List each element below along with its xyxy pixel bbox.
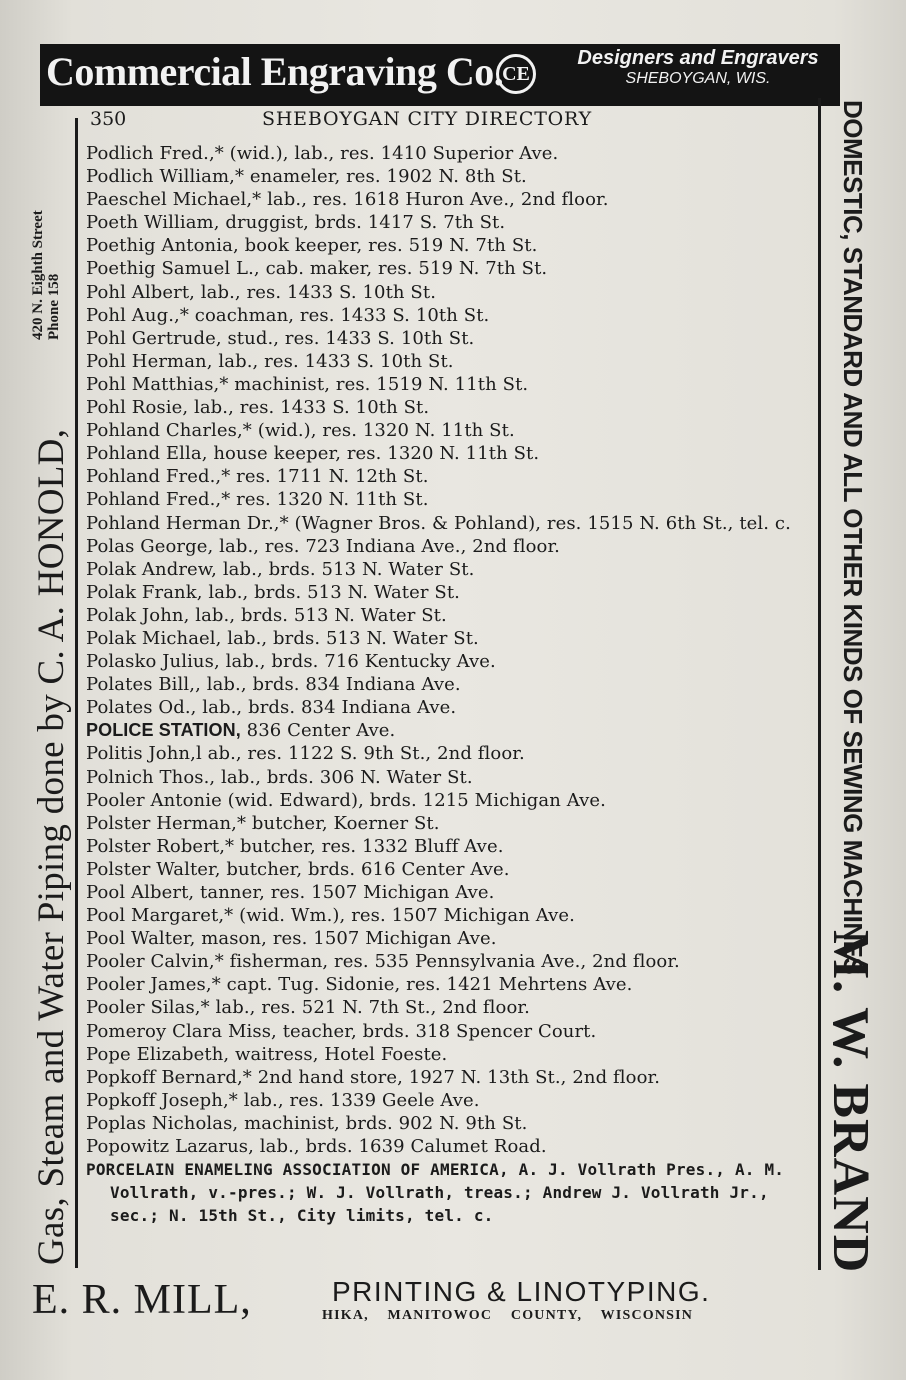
banner-tagline: Designers and Engravers (577, 47, 819, 69)
directory-entry: Poeth William, druggist, brds. 1417 S. 7th St. (86, 212, 506, 234)
sewing-machines-ad: DOMESTIC, STANDARD AND ALL OTHER KINDS OF SEWING MACHINES (838, 100, 868, 975)
police-station-address: 836 Center Ave. (246, 720, 396, 742)
directory-entry: Polster Walter, butcher, brds. 616 Center Ave. (86, 858, 510, 880)
directory-entry: Pomeroy Clara Miss, teacher, brds. 318 Spencer Court. (86, 1020, 597, 1042)
brand-ad-name: M. W. BRAND (822, 930, 879, 1274)
directory-entry: Pohl Herman, lab., res. 1433 S. 10th St. (86, 350, 454, 372)
banner-company-name: Commercial Engraving Co. (46, 49, 504, 94)
directory-entry: Poethig Samuel L., cab. maker, res. 519 N. 7th St. (86, 258, 548, 280)
honold-street: 420 N. Eighth Street (30, 210, 46, 340)
porcelain-association-entry: PORCELAIN ENAMELING ASSOCIATION OF AMERICA, A. J. Vollrath Pres., A. M. Vollrath, v.-pres.; W. J. Vollrath, treas.; Andrew J. Vollrath Jr., sec.; N. 15th St., City limits, tel. c. (86, 1160, 785, 1226)
directory-entry: Polak Frank, lab., brds. 513 N. Water St. (86, 581, 460, 603)
directory-entry: Pooler Silas,* lab., res. 521 N. 7th St., 2nd floor. (86, 997, 530, 1019)
directory-entry: Pool Margaret,* (wid. Wm.), res. 1507 Michigan Ave. (86, 905, 575, 927)
directory-entry: Polak John, lab., brds. 513 N. Water St. (86, 604, 447, 626)
directory-entry: Popowitz Lazarus, lab., brds. 1639 Calumet Road. (86, 1136, 547, 1158)
directory-entry: Pooler James,* capt. Tug. Sidonie, res. 1421 Mehrtens Ave. (86, 974, 633, 996)
directory-entry: Poethig Antonia, book keeper, res. 519 N. 7th St. (86, 235, 538, 257)
directory-entry: Popkoff Joseph,* lab., res. 1339 Geele Ave. (86, 1089, 480, 1111)
directory-entry: Polates Bill,, lab., brds. 834 Indiana Ave. (86, 674, 461, 696)
directory-entry: Polak Michael, lab., brds. 513 N. Water St. (86, 627, 479, 649)
directory-entries (86, 142, 816, 1227)
honold-address (30, 110, 62, 340)
directory-entry: Pohl Matthias,* machinist, res. 1519 N. 11th St. (86, 373, 529, 395)
directory-entry: Pohland Fred.,* res. 1711 N. 12th St. (86, 466, 429, 488)
directory-entry: Politis John,l ab., res. 1122 S. 9th St., 2nd floor. (86, 743, 525, 765)
directory-entry: Polas George, lab., res. 723 Indiana Ave., 2nd floor. (86, 535, 560, 557)
page-header (90, 108, 810, 132)
directory-entry: Poplas Nicholas, machinist, brds. 902 N. 9th St. (86, 1112, 528, 1134)
directory-entry: Pohl Albert, lab., res. 1433 S. 10th St. (86, 281, 437, 303)
directory-entry: Pohland Fred.,* res. 1320 N. 11th St. (86, 489, 429, 511)
directory-entry: Polates Od., lab., brds. 834 Indiana Ave. (86, 697, 457, 719)
directory-entry: Pooler Calvin,* fisherman, res. 535 Pennsylvania Ave., 2nd floor. (86, 951, 680, 973)
running-title: SHEBOYGAN CITY DIRECTORY (262, 108, 592, 130)
directory-entry: Polak Andrew, lab., brds. 513 N. Water St. (86, 558, 475, 580)
directory-entry: Popkoff Bernard,* 2nd hand store, 1927 N. 13th St., 2nd floor. (86, 1066, 661, 1088)
police-station-entry (86, 719, 816, 742)
directory-entry: Polster Herman,* butcher, Koerner St. (86, 812, 440, 834)
page-number: 350 (90, 108, 127, 130)
police-station-name: POLICE STATION, (86, 720, 241, 741)
directory-entry: Pohl Gertrude, stud., res. 1433 S. 10th St. (86, 327, 475, 349)
directory-entry: Podlich Fred.,* (wid.), lab., res. 1410 Superior Ave. (86, 143, 559, 164)
left-divider-rule (75, 118, 78, 1268)
footer-location: HIKA, MANITOWOC COUNTY, WISCONSIN (322, 1308, 694, 1323)
directory-entry: Pohl Rosie, lab., res. 1433 S. 10th St. (86, 397, 430, 419)
directory-entry: Pohland Herman Dr.,* (Wagner Bros. & Pohland), res. 1515 N. 6th St., tel. c. (86, 512, 791, 534)
banner-city: SHEBOYGAN, WIS. (625, 70, 771, 87)
directory-entry: Polster Robert,* butcher, res. 1332 Bluff Ave. (86, 835, 504, 857)
directory-entry: Polasko Julius, lab., brds. 716 Kentucky Ave. (86, 651, 496, 673)
honold-phone: Phone 158 (46, 273, 62, 340)
directory-entry: Pope Elizabeth, waitress, Hotel Foeste. (86, 1043, 448, 1065)
directory-entry: Podlich William,* enameler, res. 1902 N. 8th St. (86, 166, 527, 188)
footer-printing-service: PRINTING & LINOTYPING. (332, 1276, 711, 1307)
engraving-ad-banner (40, 44, 840, 106)
directory-entry: Pohland Charles,* (wid.), res. 1320 N. 11th St. (86, 420, 515, 442)
honold-ad-text: Gas, Steam and Water Piping done by C. A. HONOLD, (31, 428, 72, 1265)
directory-entry: Paeschel Michael,* lab., res. 1618 Huron Ave., 2nd floor. (86, 189, 609, 211)
ce-logo-icon: CE (496, 54, 536, 94)
directory-entry: Pool Walter, mason, res. 1507 Michigan Ave. (86, 928, 497, 950)
directory-entry: Pohland Ella, house keeper, res. 1320 N. 11th St. (86, 443, 540, 465)
footer-printer-name: E. R. MILL, (32, 1277, 252, 1323)
directory-entry: Pool Albert, tanner, res. 1507 Michigan Ave. (86, 882, 495, 903)
directory-entry: Polnich Thos., lab., brds. 306 N. Water St. (86, 766, 473, 788)
directory-entry: Pohl Aug.,* coachman, res. 1433 S. 10th St. (86, 304, 490, 326)
directory-entry: Pooler Antonie (wid. Edward), brds. 1215 Michigan Ave. (86, 789, 606, 811)
